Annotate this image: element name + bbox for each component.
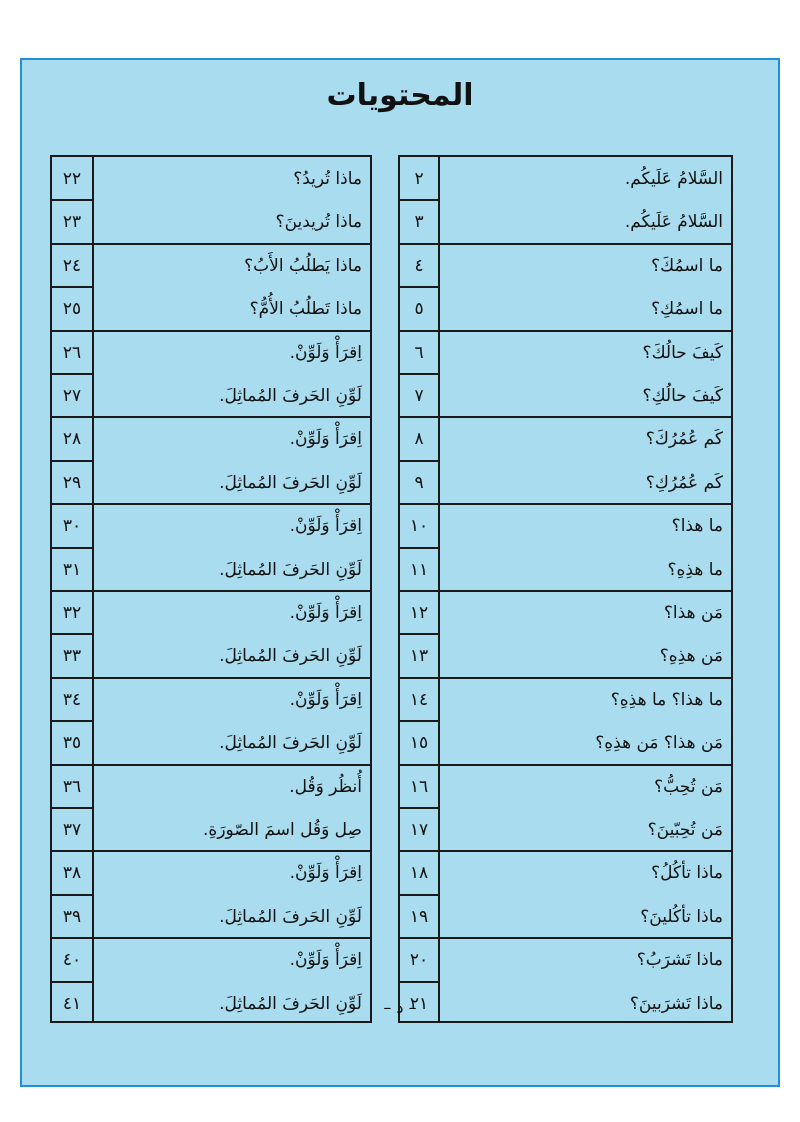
toc-entry[interactable] [400, 765, 731, 808]
page-title: المحتويات [326, 78, 474, 113]
section-divider [400, 764, 731, 766]
toc-entry[interactable] [52, 721, 370, 764]
toc-lesson-title: ما اسمُكَ؟ [651, 255, 723, 276]
toc-column-left [50, 155, 372, 1023]
toc-lesson-title: لَوِّنِ الحَرفَ المُماثِلَ. [219, 385, 362, 406]
toc-lesson-title: السَّلامُ عَلَيكُم. [624, 211, 723, 232]
toc-entry[interactable] [400, 504, 731, 547]
toc-page-number: ٣٤ [62, 689, 82, 710]
toc-page-number: ٤١ [62, 993, 82, 1014]
toc-lesson-title: اِقرَأْ وَلَوِّنْ. [289, 689, 362, 710]
toc-lesson-title: ماذا تُريدينَ؟ [275, 211, 362, 232]
section-divider [400, 677, 731, 679]
toc-page-number: ٣٦ [62, 776, 82, 797]
section-divider [52, 850, 370, 852]
toc-lesson-title: لَوِّنِ الحَرفَ المُماثِلَ. [219, 906, 362, 927]
toc-page-number: ١٩ [409, 906, 429, 927]
toc-entry[interactable] [400, 808, 731, 851]
toc-lesson-title: كَيفَ حالُكِ؟ [642, 385, 723, 406]
toc-entry[interactable] [400, 634, 731, 677]
toc-page-number: ٢٠ [409, 949, 429, 970]
toc-lesson-title: صِل وَقُل اسمَ الصّورَةِ. [203, 819, 362, 840]
toc-lesson-title: ما اسمُكِ؟ [651, 298, 723, 319]
toc-page-number: ٢٩ [62, 472, 82, 493]
row-divider [52, 373, 92, 375]
toc-lesson-title: اِقرَأْ وَلَوِّنْ. [289, 342, 362, 363]
toc-page-number: ٦ [414, 342, 424, 363]
toc-entry[interactable] [400, 417, 731, 460]
toc-entry[interactable] [400, 200, 731, 243]
toc-entry[interactable] [400, 461, 731, 504]
toc-entry[interactable] [400, 678, 731, 721]
row-divider [400, 547, 438, 549]
toc-lesson-title: لَوِّنِ الحَرفَ المُماثِلَ. [219, 472, 362, 493]
row-divider [52, 547, 92, 549]
toc-page-number: ٩ [414, 472, 424, 493]
toc-lesson-title: اِقرَأْ وَلَوِّنْ. [289, 602, 362, 623]
toc-lesson-title: مَن تُحِبُّ؟ [654, 776, 723, 797]
toc-page-number: ٢٧ [62, 385, 82, 406]
toc-lesson-title: مَن تُحِبّينَ؟ [647, 819, 723, 840]
toc-entry[interactable] [52, 678, 370, 721]
toc-entry[interactable] [52, 287, 370, 330]
toc-page-number: ٣٣ [62, 645, 82, 666]
toc-entry[interactable] [400, 244, 731, 287]
toc-entry[interactable] [52, 374, 370, 417]
toc-entry[interactable] [52, 634, 370, 677]
toc-page-number: ٢٢ [62, 168, 82, 189]
row-divider [400, 460, 438, 462]
section-divider [400, 243, 731, 245]
toc-entry[interactable] [52, 548, 370, 591]
section-divider [400, 330, 731, 332]
section-divider [52, 330, 370, 332]
toc-lesson-title: كَم عُمُرُكَ؟ [645, 428, 723, 449]
section-divider [52, 503, 370, 505]
toc-page-number: ٤ [414, 255, 424, 276]
toc-page-number: ١٢ [409, 602, 429, 623]
toc-page-number: ٣٨ [62, 862, 82, 883]
toc-lesson-title: مَن هذِهِ؟ [659, 645, 723, 666]
section-divider [52, 590, 370, 592]
toc-lesson-title: لَوِّنِ الحَرفَ المُماثِلَ. [219, 645, 362, 666]
toc-lesson-title: اِقرَأْ وَلَوِّنْ. [289, 515, 362, 536]
toc-entry[interactable] [52, 504, 370, 547]
toc-lesson-title: ماذا تَطلُبُ الأُمُّ؟ [249, 298, 362, 319]
toc-entry[interactable] [400, 287, 731, 330]
toc-entry[interactable] [52, 765, 370, 808]
toc-page-number: ٢١ [409, 993, 429, 1014]
toc-lesson-title: أُنظُر وَقُل. [289, 776, 362, 797]
toc-lesson-title: اِقرَأْ وَلَوِّنْ. [289, 862, 362, 883]
row-divider [400, 199, 438, 201]
toc-page-number: ٢٥ [62, 298, 82, 319]
toc-page-number: ١٥ [409, 732, 429, 753]
toc-page-number: ٢٣ [62, 211, 82, 232]
toc-entry[interactable] [52, 591, 370, 634]
toc-page-number: ١٨ [409, 862, 429, 883]
section-divider [52, 764, 370, 766]
toc-entry[interactable] [400, 331, 731, 374]
toc-page-number: ١٧ [409, 819, 429, 840]
row-divider [52, 633, 92, 635]
row-divider [52, 807, 92, 809]
toc-lesson-title: مَن هذا؟ [663, 602, 723, 623]
toc-page-number: ٨ [414, 428, 424, 449]
toc-entry[interactable] [400, 548, 731, 591]
toc-lesson-title: كَيفَ حالُكَ؟ [642, 342, 723, 363]
toc-page-number: ١٣ [409, 645, 429, 666]
toc-entry[interactable] [400, 938, 731, 981]
toc-page-number: ٣ [414, 211, 424, 232]
toc-entry[interactable] [52, 808, 370, 851]
toc-lesson-title: اِقرَأْ وَلَوِّنْ. [289, 428, 362, 449]
toc-lesson-title: اِقرَأْ وَلَوِّنْ. [289, 949, 362, 970]
toc-lesson-title: كَم عُمُرُكِ؟ [645, 472, 723, 493]
toc-entry[interactable] [52, 938, 370, 981]
row-divider [400, 633, 438, 635]
toc-lesson-title: السَّلامُ عَلَيكُم. [624, 168, 723, 189]
section-divider [400, 850, 731, 852]
toc-page-number: ٥ [414, 298, 424, 319]
row-divider [400, 720, 438, 722]
toc-column-right [398, 155, 733, 1023]
row-divider [52, 894, 92, 896]
row-divider [52, 199, 92, 201]
toc-page-number: ٣١ [62, 559, 82, 580]
toc-entry[interactable] [52, 461, 370, 504]
toc-entry[interactable] [52, 157, 370, 200]
toc-page-number: ٧ [414, 385, 424, 406]
page-marker: – د – [383, 998, 417, 1017]
row-divider [400, 807, 438, 809]
toc-entry[interactable] [52, 417, 370, 460]
toc-page-number: ٢٤ [62, 255, 82, 276]
row-divider [52, 460, 92, 462]
toc-page-number: ٢٨ [62, 428, 82, 449]
row-divider [400, 373, 438, 375]
section-divider [400, 416, 731, 418]
section-divider [52, 677, 370, 679]
toc-page-number: ٣٧ [62, 819, 82, 840]
toc-lesson-title: ما هذا؟ [671, 515, 723, 536]
contents-page-frame [20, 58, 780, 1087]
toc-lesson-title: ما هذِهِ؟ [667, 559, 723, 580]
toc-entry[interactable] [52, 244, 370, 287]
section-divider [52, 416, 370, 418]
toc-page-number: ١٤ [409, 689, 429, 710]
toc-lesson-title: ماذا تأكُلينَ؟ [640, 906, 723, 927]
section-divider [400, 937, 731, 939]
toc-lesson-title: ماذا تُريدُ؟ [293, 168, 362, 189]
row-divider [52, 981, 92, 983]
toc-entry[interactable] [400, 374, 731, 417]
row-divider [400, 286, 438, 288]
toc-page-number: ٣٠ [62, 515, 82, 536]
toc-page-number: ٣٥ [62, 732, 82, 753]
toc-page-number: ٢ [414, 168, 424, 189]
toc-lesson-title: مَن هذا؟ مَن هذِهِ؟ [595, 732, 723, 753]
section-divider [400, 590, 731, 592]
section-divider [52, 243, 370, 245]
toc-page-number: ١٠ [409, 515, 429, 536]
toc-page-number: ٢٦ [62, 342, 82, 363]
toc-entry[interactable] [52, 200, 370, 243]
section-divider [52, 937, 370, 939]
toc-lesson-title: ما هذا؟ ما هذِهِ؟ [610, 689, 723, 710]
toc-entry[interactable] [400, 157, 731, 200]
toc-lesson-title: ماذا تَشرَبُ؟ [636, 949, 723, 970]
toc-page-number: ١٦ [409, 776, 429, 797]
toc-entry[interactable] [52, 895, 370, 938]
toc-page-number: ١١ [409, 559, 429, 580]
toc-lesson-title: لَوِّنِ الحَرفَ المُماثِلَ. [219, 993, 362, 1014]
toc-entry[interactable] [52, 851, 370, 894]
toc-lesson-title: لَوِّنِ الحَرفَ المُماثِلَ. [219, 732, 362, 753]
row-divider [400, 894, 438, 896]
toc-lesson-title: ماذا تأكُلُ؟ [651, 862, 723, 883]
toc-entry[interactable] [400, 895, 731, 938]
toc-entry[interactable] [400, 851, 731, 894]
toc-page-number: ٣٩ [62, 906, 82, 927]
toc-lesson-title: ماذا تَشرَبينَ؟ [629, 993, 723, 1014]
toc-lesson-title: ماذا يَطلُبُ الأَبُ؟ [244, 255, 362, 276]
toc-page-number: ٤٠ [62, 949, 82, 970]
row-divider [52, 286, 92, 288]
section-divider [400, 503, 731, 505]
row-divider [52, 720, 92, 722]
row-divider [400, 981, 438, 983]
toc-entry[interactable] [52, 331, 370, 374]
toc-lesson-title: لَوِّنِ الحَرفَ المُماثِلَ. [219, 559, 362, 580]
toc-entry[interactable] [400, 721, 731, 764]
toc-page-number: ٣٢ [62, 602, 82, 623]
toc-entry[interactable] [400, 591, 731, 634]
